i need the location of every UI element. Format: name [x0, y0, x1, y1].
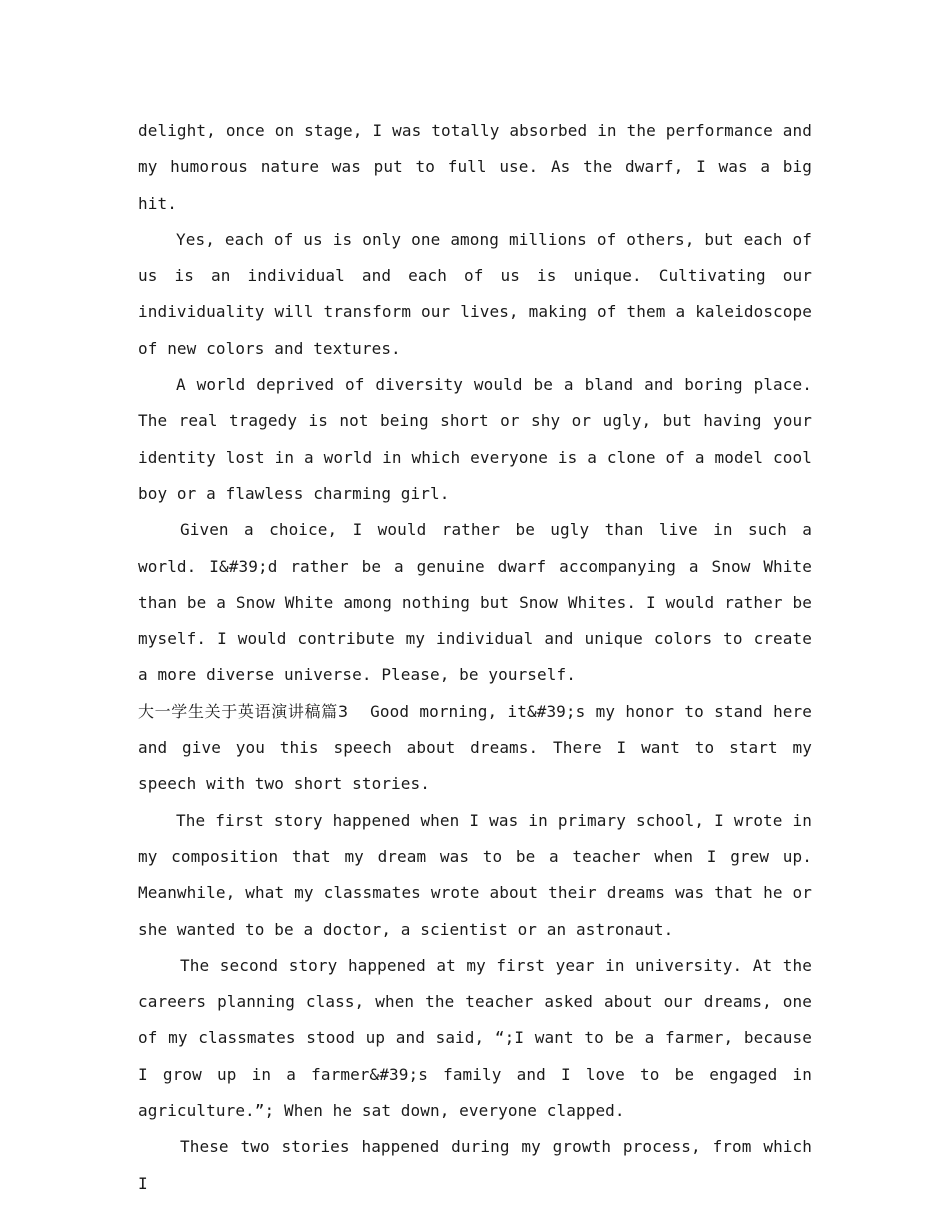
section-heading: 大一学生关于英语演讲稿篇3	[138, 701, 349, 721]
paragraph-7: The second story happened at my first year in university. At the careers planning class, when the teacher asked about our dreams, one of my classmates stood up and said, “;I want to be a farmer, because I grow up in a farmer&#39;s family and I love to be engaged in agriculture.”; When he sat down, everyone clapped.	[138, 955, 812, 1121]
paragraph-5-text: Good morning, it&#39;s my honor to stand here and give you this speech about dreams. There I want to start my speech with two short stories.	[138, 701, 812, 794]
paragraph-2: Yes, each of us is only one among millions of others, but each of us is an individual and each of us is unique. Cultivating our individuality will transform our lives, making of them a kaleidoscope of new colors and textures.	[138, 229, 812, 358]
paragraph-8: These two stories happened during my growth process, from which I	[138, 1137, 812, 1193]
document-body	[138, 113, 812, 1202]
paragraph-3: A world deprived of diversity would be a bland and boring place. The real tragedy is not being short or shy or ugly, but having your identity lost in a world in which everyone is a clone of a model cool boy or a flawless charming girl.	[138, 375, 812, 503]
paragraph-6: The first story happened when I was in primary school, I wrote in my composition that my dream was to be a teacher when I grew up. Meanwhile, what my classmates wrote about their dreams was that he or she wanted to be a doctor, a scientist or an astronaut.	[138, 810, 812, 939]
paragraph-1: delight, once on stage, I was totally absorbed in the performance and my humorous nature was put to full use. As the dwarf, I was a big hit.	[138, 121, 812, 213]
paragraph-5	[138, 694, 812, 803]
paragraph-4: Given a choice, I would rather be ugly than live in such a world. I&#39;d rather be a genuine dwarf accompanying a Snow White than be a Snow White among nothing but Snow Whites. I would rather be myself. I would contribute my individual and unique colors to create a more diverse universe. Please, be yourself.	[138, 520, 812, 685]
